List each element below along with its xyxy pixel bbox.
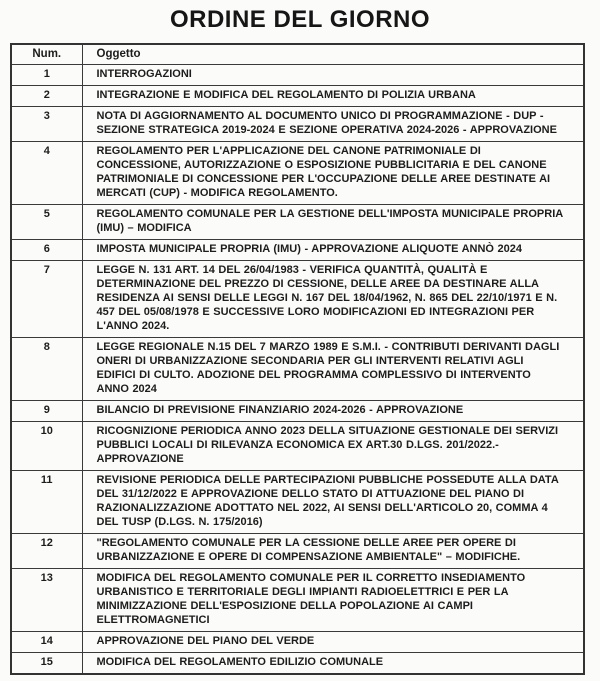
row-subject: REGOLAMENTO COMUNALE PER LA GESTIONE DELL'IMPOSTA MUNICIPALE PROPRIA (IMU) – MODIFICA: [82, 205, 584, 240]
table-row: [11, 534, 584, 569]
column-header-oggetto: Oggetto: [82, 44, 584, 65]
table-row: [11, 338, 584, 401]
row-number: 12: [11, 534, 82, 569]
table-row: [11, 142, 584, 205]
row-number: 13: [11, 569, 82, 632]
table-header-row: [11, 44, 584, 65]
row-subject: REGOLAMENTO PER L'APPLICAZIONE DEL CANONE PATRIMONIALE DI CONCESSIONE, AUTORIZZAZIONE O ESPOSIZIONE PUBBLICITARIA E DEL CANONE PATRIMONIALE DI CONCESSIONE PER L'OCCUPAZIONE DELLE AREE DESTINATE AI MERCATI (CUP) - MODIFICA REGOLAMENTO.: [82, 142, 584, 205]
row-subject: APPROVAZIONE DEL PIANO DEL VERDE: [82, 632, 584, 653]
table-row: [11, 422, 584, 471]
row-subject: MODIFICA DEL REGOLAMENTO COMUNALE PER IL CORRETTO INSEDIAMENTO URBANISTICO E TERRITORIALE DEGLI IMPIANTI RADIOELETTRICI E PER LA MINIMIZZAZIONE DELL'ESPOSIZIONE DELLA POPOLAZIONE AI CAMPI ELETTROMAGNETICI: [82, 569, 584, 632]
row-number: 1: [11, 65, 82, 86]
row-number: 11: [11, 471, 82, 534]
row-subject: LEGGE N. 131 ART. 14 DEL 26/04/1983 - VERIFICA QUANTITÀ, QUALITÀ E DETERMINAZIONE DEL PREZZO DI CESSIONE, DELLE AREE DA DESTINARE ALLA RESIDENZA AI SENSI DELLE LEGGI N. 167 DEL 18/04/1962, N. 865 DEL 22/10/1971 E N. 457 DEL 05/08/1978 E SUCCESSIVE LORO MODIFICAZIONI ED INTEGRAZIONI PER L'ANNO 2024.: [82, 261, 584, 338]
row-number: 3: [11, 107, 82, 142]
row-number: 6: [11, 240, 82, 261]
row-subject: "REGOLAMENTO COMUNALE PER LA CESSIONE DELLE AREE PER OPERE DI URBANIZZAZIONE E OPERE DI COMPENSAZIONE AMBIENTALE" – MODIFICHE.: [82, 534, 584, 569]
row-number: 7: [11, 261, 82, 338]
table-row: [11, 632, 584, 653]
table-row: [11, 261, 584, 338]
row-number: 2: [11, 86, 82, 107]
row-number: 10: [11, 422, 82, 471]
table-row: [11, 205, 584, 240]
row-subject: RICOGNIZIONE PERIODICA ANNO 2023 DELLA SITUAZIONE GESTIONALE DEI SERVIZI PUBBLICI LOCALI DI RILEVANZA ECONOMICA EX ART.30 D.LGS. 201/2022.- APPROVAZIONE: [82, 422, 584, 471]
row-subject: REVISIONE PERIODICA DELLE PARTECIPAZIONI PUBBLICHE POSSEDUTE ALLA DATA DEL 31/12/2022 E APPROVAZIONE DELLO STATO DI ATTUAZIONE DEL PIANO DI RAZIONALIZZAZIONE ADOTTATO NEL 2022, AI SENSI DELL'ARTICOLO 20, COMMA 4 DEL TUSP (D.LGS. N. 175/2016): [82, 471, 584, 534]
row-subject: MODIFICA DEL REGOLAMENTO EDILIZIO COMUNALE: [82, 653, 584, 675]
table-row: [11, 240, 584, 261]
page-title: ORDINE DEL GIORNO: [169, 6, 431, 33]
row-number: 9: [11, 401, 82, 422]
row-number: 8: [11, 338, 82, 401]
row-number: 4: [11, 142, 82, 205]
table-row: [11, 471, 584, 534]
table-row: [11, 569, 584, 632]
table-row: [11, 65, 584, 86]
row-subject: INTERROGAZIONI: [82, 65, 584, 86]
row-subject: IMPOSTA MUNICIPALE PROPRIA (IMU) - APPROVAZIONE ALIQUOTE ANNÒ 2024: [82, 240, 584, 261]
column-header-num: Num.: [11, 44, 82, 65]
row-number: 14: [11, 632, 82, 653]
row-number: 15: [11, 653, 82, 675]
table-row: [11, 401, 584, 422]
row-subject: INTEGRAZIONE E MODIFICA DEL REGOLAMENTO DI POLIZIA URBANA: [82, 86, 584, 107]
row-number: 5: [11, 205, 82, 240]
agenda-table: [10, 43, 585, 675]
table-row: [11, 86, 584, 107]
table-row: [11, 653, 584, 675]
row-subject: NOTA DI AGGIORNAMENTO AL DOCUMENTO UNICO DI PROGRAMMAZIONE - DUP - SEZIONE STRATEGICA 2019-2024 E SEZIONE OPERATIVA 2024-2026 - APPROVAZIONE: [82, 107, 584, 142]
row-subject: BILANCIO DI PREVISIONE FINANZIARIO 2024-2026 - APPROVAZIONE: [82, 401, 584, 422]
table-row: [11, 107, 584, 142]
row-subject: LEGGE REGIONALE N.15 DEL 7 MARZO 1989 E S.M.I. - CONTRIBUTI DERIVANTI DAGLI ONERI DI URBANIZZAZIONE SECONDARIA PER GLI INTERVENTI RELATIVI AGLI EDIFICI DI CULTO. ADOZIONE DEL PROGRAMMA COMPLESSIVO DI INTERVENTO ANNO 2024: [82, 338, 584, 401]
